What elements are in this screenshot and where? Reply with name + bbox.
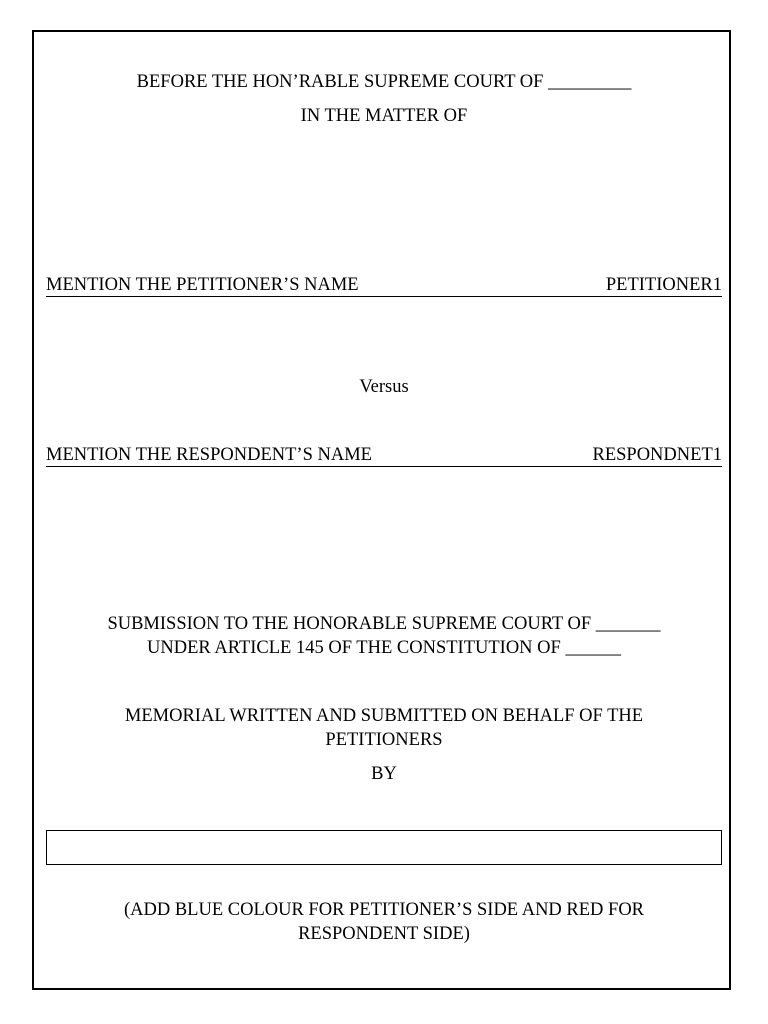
memorial-line-2: PETITIONERS xyxy=(325,730,443,750)
note-line-1: (ADD BLUE COLOUR FOR PETITIONER’S SIDE AND RED FOR xyxy=(123,900,645,920)
petitioner-row xyxy=(46,274,722,297)
by-text: BY xyxy=(371,764,397,784)
memorial-line-1: MEMORIAL WRITTEN AND SUBMITTED ON BEHALF OF THE xyxy=(124,706,644,726)
respondent-tag: RESPONDNET1 xyxy=(592,445,722,465)
submission-line-2: UNDER ARTICLE 145 OF THE CONSTITUTION OF ______ xyxy=(147,638,621,658)
versus-text: Versus xyxy=(359,377,409,397)
submission-line-1: SUBMISSION TO THE HONORABLE SUPREME COURT OF _______ xyxy=(107,614,661,634)
heading-line-1: BEFORE THE HON’RABLE SUPREME COURT OF _________ xyxy=(136,72,632,92)
author-name-box[interactable] xyxy=(46,830,722,865)
petitioner-tag: PETITIONER1 xyxy=(605,275,722,295)
note-line-2: RESPONDENT SIDE) xyxy=(298,924,470,944)
petitioner-label: MENTION THE PETITIONER’S NAME xyxy=(46,275,359,295)
respondent-row xyxy=(46,444,722,467)
respondent-label: MENTION THE RESPONDENT’S NAME xyxy=(46,445,372,465)
heading-line-2: IN THE MATTER OF xyxy=(300,106,468,126)
